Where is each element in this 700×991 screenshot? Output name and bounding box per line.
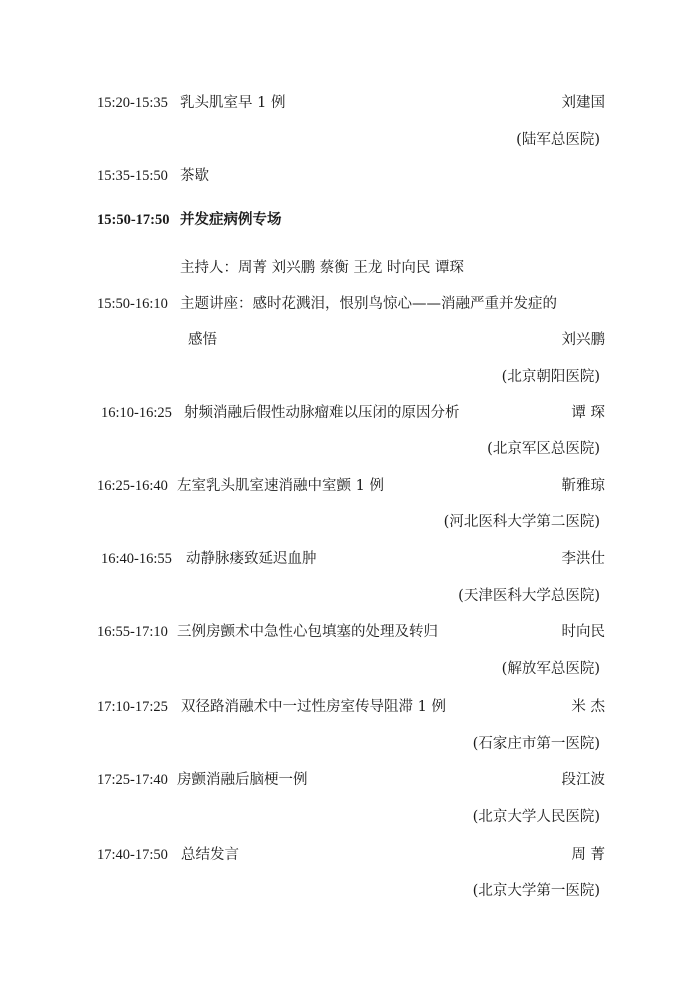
schedule-title: 三例房颤术中急性心包填塞的处理及转归: [177, 624, 438, 640]
schedule-time: 16:40-16:55: [101, 551, 172, 567]
schedule-time: 17:40-17:50: [97, 847, 168, 863]
session-time: 15:50-17:50: [97, 212, 170, 228]
schedule-title: 茶歇: [180, 168, 209, 184]
speaker-institution: (北京朝阳医院): [501, 369, 600, 385]
schedule-time: 16:25-16:40: [97, 478, 168, 494]
speaker-name: 时向民: [561, 624, 605, 640]
speaker-institution: (北京军区总医院): [487, 441, 600, 457]
schedule-time: 16:10-16:25: [101, 405, 172, 421]
schedule-title: 总结发言: [181, 847, 239, 863]
speaker-name: 刘建国: [561, 95, 605, 111]
schedule-title: 房颤消融后脑梗一例: [177, 772, 308, 788]
schedule-title-continued: 感悟: [188, 332, 217, 348]
schedule-time: 15:50-16:10: [97, 296, 168, 312]
schedule-title: 双径路消融术中一过性房室传导阻滞 1 例: [181, 699, 446, 715]
speaker-name: 靳雅琼: [561, 478, 605, 494]
speaker-institution: (陆军总医院): [516, 132, 600, 148]
speaker-name: 米 杰: [571, 699, 605, 715]
speaker-institution: (北京大学人民医院): [472, 809, 600, 825]
speaker-name: 周 菁: [571, 847, 605, 863]
speaker-institution: (天津医科大学总医院): [458, 588, 600, 604]
schedule-time: 15:20-15:35: [97, 95, 168, 111]
speaker-institution: (河北医科大学第二医院): [443, 514, 600, 530]
speaker-name: 刘兴鹏: [561, 332, 605, 348]
speaker-institution: (北京大学第一医院): [472, 883, 600, 899]
speaker-name: 李洪仕: [561, 551, 605, 567]
schedule-title: 乳头肌室早 1 例: [180, 95, 286, 111]
schedule-title: 动静脉瘘致延迟血肿: [186, 551, 317, 567]
speaker-institution: (解放军总医院): [501, 661, 600, 677]
schedule-title: 左室乳头肌室速消融中室颤 1 例: [177, 478, 384, 494]
session-hosts: 主持人：周菁 刘兴鹏 蔡衡 王龙 时向民 谭琛: [180, 260, 465, 276]
speaker-institution: (石家庄市第一医院): [472, 736, 600, 752]
speaker-name: 谭 琛: [571, 405, 605, 421]
session-title: 并发症病例专场: [180, 211, 282, 228]
schedule-title: 射频消融后假性动脉瘤难以压闭的原因分析: [184, 405, 460, 421]
schedule-time: 17:25-17:40: [97, 772, 168, 788]
schedule-title: 主题讲座：感时花溅泪，恨别鸟惊心——消融严重并发症的: [180, 296, 557, 312]
speaker-name: 段江波: [561, 772, 605, 788]
schedule-time: 17:10-17:25: [97, 699, 168, 715]
schedule-time: 16:55-17:10: [97, 624, 168, 640]
schedule-time: 15:35-15:50: [97, 168, 168, 184]
